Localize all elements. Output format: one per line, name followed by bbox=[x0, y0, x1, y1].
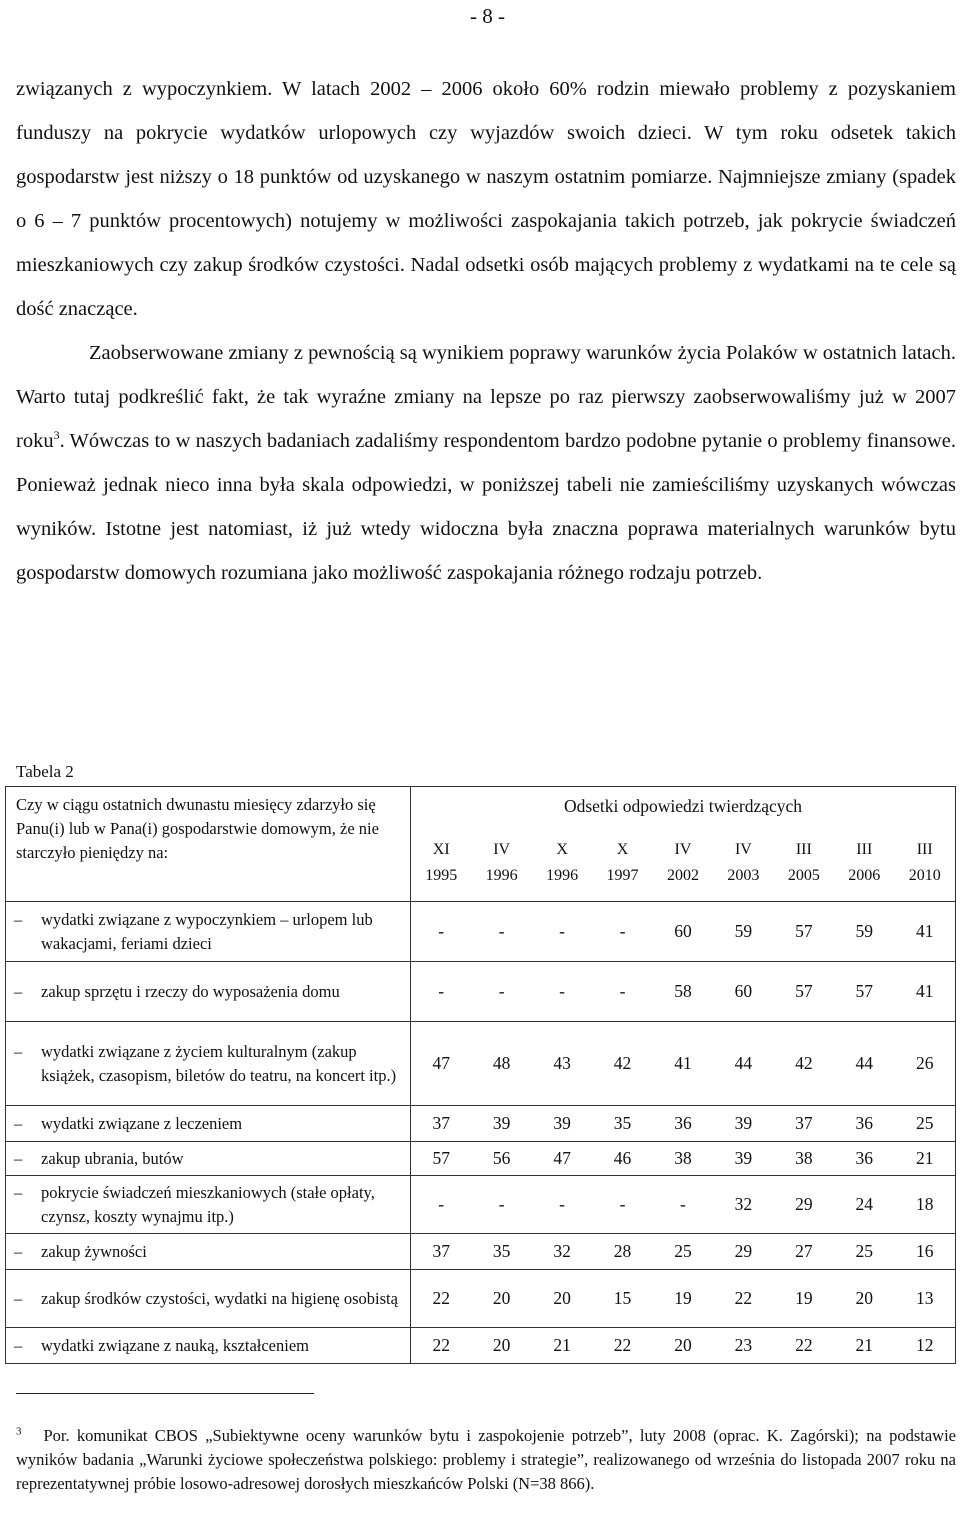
footnote-reference: 3 bbox=[53, 428, 60, 443]
table-cell: 23 bbox=[734, 1335, 753, 1355]
dash-bullet: – bbox=[14, 1113, 23, 1133]
row-label-text: zakup środków czystości, wydatki na higienę osobistą bbox=[41, 1288, 398, 1308]
table-cell: 59 bbox=[734, 921, 753, 941]
table-cell: 37 bbox=[432, 1241, 450, 1261]
table-cell: - bbox=[438, 1194, 445, 1214]
table-cell: 25 bbox=[674, 1241, 692, 1261]
table-cell: 36 bbox=[855, 1113, 874, 1133]
table-cell: 56 bbox=[492, 1148, 511, 1168]
table-cell: 22 bbox=[432, 1335, 450, 1355]
table-cell: - bbox=[498, 981, 505, 1001]
footnote-marker: 3 bbox=[16, 1425, 22, 1438]
table-cell: - bbox=[438, 981, 445, 1001]
row-label bbox=[6, 1142, 411, 1176]
row-label-text: zakup żywności bbox=[41, 1241, 147, 1261]
column-year: 1996 bbox=[546, 867, 579, 884]
table-cell: 39 bbox=[492, 1113, 511, 1133]
table-cell: 60 bbox=[734, 981, 753, 1001]
table-cell: - bbox=[680, 1194, 686, 1214]
row-values bbox=[411, 962, 956, 1022]
row-label-text: zakup ubrania, butów bbox=[41, 1148, 184, 1168]
row-values bbox=[411, 1106, 956, 1142]
column-month: IV bbox=[674, 841, 692, 858]
table-cell: 39 bbox=[734, 1113, 753, 1133]
row-values bbox=[411, 1328, 956, 1364]
table-cell: 24 bbox=[855, 1194, 874, 1214]
table-cell: 59 bbox=[855, 921, 874, 941]
column-header bbox=[411, 837, 471, 889]
table-cell: 39 bbox=[734, 1148, 753, 1168]
table-cell: 44 bbox=[855, 1053, 874, 1073]
row-label bbox=[6, 1176, 411, 1234]
row-values bbox=[411, 1270, 956, 1328]
table-caption: Tabela 2 bbox=[16, 762, 74, 781]
table-cell: 36 bbox=[855, 1148, 874, 1168]
table-cell: 26 bbox=[915, 1053, 934, 1073]
row-label bbox=[6, 1022, 411, 1106]
row-label-text: wydatki związane z nauką, kształceniem bbox=[41, 1335, 309, 1355]
paragraph: związanych z wypoczynkiem. W latach 2002 – 2006 około 60% rodzin miewało problemy z pozyskaniem funduszy na pokrycie wydatków urlopowych czy wyjazdów swoich dzieci. W tym roku odsetek takich gospodarstw jest niższy o 18 punktów od uzyskanego w naszym ostatnim pomiarze. Najmniejsze zmiany (spadek o 6 – 7 punktów procentowych) notujemy w możliwości zaspokajania takich potrzeb, jak pokrycie świadczeń mieszkaniowych czy zakup środków czystości. Nadal odsetki osób mających problemy z wydatkami na te cele są dość znaczące. bbox=[16, 78, 956, 320]
column-header bbox=[592, 837, 652, 889]
table-row bbox=[6, 1328, 956, 1364]
body-text bbox=[16, 67, 956, 595]
footnote-rule bbox=[16, 1393, 314, 1394]
table-cell: 41 bbox=[915, 921, 934, 941]
table-cell: 41 bbox=[915, 981, 934, 1001]
dash-bullet: – bbox=[14, 1241, 23, 1261]
row-values bbox=[411, 1176, 956, 1234]
column-year: 1997 bbox=[606, 867, 639, 884]
table-row bbox=[6, 902, 956, 962]
row-label bbox=[6, 962, 411, 1022]
table-cell: 15 bbox=[613, 1288, 632, 1308]
table-cell: 22 bbox=[795, 1335, 813, 1355]
table-row bbox=[6, 1022, 956, 1106]
column-year: 2005 bbox=[787, 867, 820, 884]
row-values bbox=[411, 1234, 956, 1270]
table-row bbox=[6, 1106, 956, 1142]
table-cell: 43 bbox=[553, 1053, 571, 1073]
table-cell: 28 bbox=[613, 1241, 632, 1261]
table-cell: 20 bbox=[492, 1288, 511, 1308]
paragraph bbox=[16, 331, 956, 595]
data-table bbox=[5, 786, 956, 1364]
column-headers bbox=[411, 825, 956, 902]
table-cell: 57 bbox=[432, 1148, 450, 1168]
row-label bbox=[6, 902, 411, 962]
column-month: XI bbox=[432, 841, 450, 858]
table-cell: 22 bbox=[432, 1288, 450, 1308]
table-cell: 22 bbox=[734, 1288, 753, 1308]
row-label-text: wydatki związane z wypoczynkiem – urlopem lub wakacjami, feriami dzieci bbox=[41, 909, 373, 953]
column-month: III bbox=[916, 841, 933, 858]
column-year: 1995 bbox=[425, 867, 458, 884]
column-month: IV bbox=[734, 841, 752, 858]
row-label-text: wydatki związane z leczeniem bbox=[41, 1113, 243, 1133]
table-cell: - bbox=[438, 921, 445, 941]
row-label bbox=[6, 1234, 411, 1270]
column-year: 2010 bbox=[908, 867, 941, 884]
table-cell: 21 bbox=[915, 1148, 934, 1168]
column-year: 1996 bbox=[485, 867, 518, 884]
table-row bbox=[6, 962, 956, 1022]
table-cell: - bbox=[619, 1194, 626, 1214]
table-cell: 58 bbox=[674, 981, 692, 1001]
column-header bbox=[895, 837, 955, 889]
table-cell: 36 bbox=[674, 1113, 692, 1133]
table-cell: 42 bbox=[613, 1053, 632, 1073]
row-label-text: pokrycie świadczeń mieszkaniowych (stałe opłaty, czynsz, koszty wynajmu itp.) bbox=[41, 1182, 375, 1226]
column-month: X bbox=[556, 841, 568, 858]
dash-bullet: – bbox=[14, 981, 23, 1001]
table-cell: - bbox=[498, 921, 505, 941]
table-cell: 48 bbox=[492, 1053, 511, 1073]
table-cell: - bbox=[559, 921, 565, 941]
table-cell: 38 bbox=[674, 1148, 692, 1168]
table-cell: 47 bbox=[432, 1053, 450, 1073]
row-values bbox=[411, 1142, 956, 1176]
dash-bullet: – bbox=[14, 1041, 23, 1061]
table-cell: 37 bbox=[795, 1113, 813, 1133]
table-cell: 21 bbox=[553, 1335, 571, 1355]
paragraph-text: Zaobserwowane zmiany z pewnością są wynikiem poprawy warunków życia Polaków w ostatnich latach. Warto tutaj podkreślić fakt, że tak wyraźne zmiany na lepsze po raz pierwszy zaobserwowaliśmy już w 2007 roku bbox=[16, 342, 956, 452]
table-cell: - bbox=[498, 1194, 505, 1214]
table-cell: 41 bbox=[674, 1053, 692, 1073]
group-header: Odsetki odpowiedzi twierdzących bbox=[411, 787, 956, 826]
column-header bbox=[713, 837, 773, 889]
table-cell: 46 bbox=[613, 1148, 632, 1168]
table-row bbox=[6, 1270, 956, 1328]
column-header bbox=[653, 837, 713, 889]
table-cell: 19 bbox=[674, 1288, 692, 1308]
row-label-text: zakup sprzętu i rzeczy do wyposażenia domu bbox=[41, 981, 340, 1001]
table-cell: - bbox=[559, 981, 565, 1001]
table-cell: 25 bbox=[855, 1241, 874, 1261]
table-cell: 29 bbox=[795, 1194, 813, 1214]
table-cell: 12 bbox=[915, 1335, 934, 1355]
page-number: - 8 - bbox=[470, 4, 505, 28]
table-cell: 13 bbox=[915, 1288, 934, 1308]
table-cell: 47 bbox=[553, 1148, 571, 1168]
table-cell: 57 bbox=[795, 981, 813, 1001]
table-cell: 57 bbox=[795, 921, 813, 941]
row-label bbox=[6, 1328, 411, 1364]
table-cell: 35 bbox=[492, 1241, 511, 1261]
row-label-text: wydatki związane z życiem kulturalnym (zakup książek, czasopism, biletów do teatru, na koncert itp.) bbox=[41, 1041, 397, 1085]
dash-bullet: – bbox=[14, 1182, 23, 1202]
table-cell: 22 bbox=[613, 1335, 632, 1355]
dash-bullet: – bbox=[14, 1288, 23, 1308]
table-cell: 16 bbox=[915, 1241, 934, 1261]
column-month: III bbox=[856, 841, 873, 858]
column-month: IV bbox=[493, 841, 511, 858]
table-row bbox=[6, 1176, 956, 1234]
table-cell: 19 bbox=[795, 1288, 813, 1308]
table-cell: 20 bbox=[492, 1335, 511, 1355]
table-cell: - bbox=[559, 1194, 565, 1214]
column-month: III bbox=[795, 841, 812, 858]
row-label bbox=[6, 1106, 411, 1142]
table-cell: 60 bbox=[674, 921, 692, 941]
column-header bbox=[774, 837, 834, 889]
table-row bbox=[6, 1142, 956, 1176]
column-year: 2006 bbox=[848, 867, 881, 884]
table-cell: 57 bbox=[855, 981, 874, 1001]
column-header bbox=[532, 837, 592, 889]
dash-bullet: – bbox=[14, 1148, 23, 1168]
table-cell: 32 bbox=[553, 1241, 571, 1261]
column-month: X bbox=[616, 841, 629, 858]
table-cell: 20 bbox=[553, 1288, 571, 1308]
table-row bbox=[6, 1234, 956, 1270]
table-cell: 39 bbox=[553, 1113, 571, 1133]
table-cell: 20 bbox=[855, 1288, 874, 1308]
dash-bullet: – bbox=[14, 909, 23, 929]
column-header bbox=[471, 837, 531, 889]
table-cell: 25 bbox=[915, 1113, 934, 1133]
table-cell: - bbox=[619, 921, 626, 941]
row-values bbox=[411, 902, 956, 962]
footnote-text: Por. komunikat CBOS „Subiektywne oceny warunków bytu i zaspokojenie potrzeb”, luty 2008 (oprac. K. Zagórski); na podstawie wyników badania „Warunki życiowe społeczeństwa polskiego: problemy i strategie”, realizowanego od września do listopada 2007 roku na reprezentatywnej próbie losowo-adresowej dorosłych mieszkańców Polski (N=38 866). bbox=[16, 1426, 957, 1493]
table-cell: 44 bbox=[734, 1053, 753, 1073]
table-cell: 20 bbox=[674, 1335, 692, 1355]
table-cell: 27 bbox=[795, 1241, 813, 1261]
column-year: 2002 bbox=[666, 867, 699, 884]
table-cell: 38 bbox=[795, 1148, 813, 1168]
footnote bbox=[16, 1424, 956, 1496]
table-cell: 32 bbox=[734, 1194, 753, 1214]
paragraph-text: . Wówczas to w naszych badaniach zadaliśmy respondentom bardzo podobne pytanie o problemy finansowe. Ponieważ jednak nieco inna była skala odpowiedzi, w poniższej tabeli nie zamieściliśmy uzyskanych wówczas wyników. Istotne jest natomiast, iż już wtedy widoczna była znaczna poprawa materialnych warunków bytu gospodarstw domowych rozumiana jako możliwość zaspokajania różnego rodzaju potrzeb. bbox=[16, 430, 956, 584]
table-cell: 35 bbox=[613, 1113, 632, 1133]
row-label bbox=[6, 1270, 411, 1328]
column-year: 2003 bbox=[727, 867, 760, 884]
question-header: Czy w ciągu ostatnich dwunastu miesięcy zdarzyło się Panu(i) lub w Pana(i) gospodarstwie domowym, że nie starczyło pieniędzy na: bbox=[6, 787, 411, 902]
table-cell: 37 bbox=[432, 1113, 450, 1133]
dash-bullet: – bbox=[14, 1335, 23, 1355]
table-cell: 18 bbox=[915, 1194, 934, 1214]
table-cell: 21 bbox=[855, 1335, 874, 1355]
table-cell: 42 bbox=[795, 1053, 813, 1073]
row-values bbox=[411, 1022, 956, 1106]
table-cell: - bbox=[619, 981, 626, 1001]
column-header bbox=[834, 837, 894, 889]
table-cell: 29 bbox=[734, 1241, 753, 1261]
